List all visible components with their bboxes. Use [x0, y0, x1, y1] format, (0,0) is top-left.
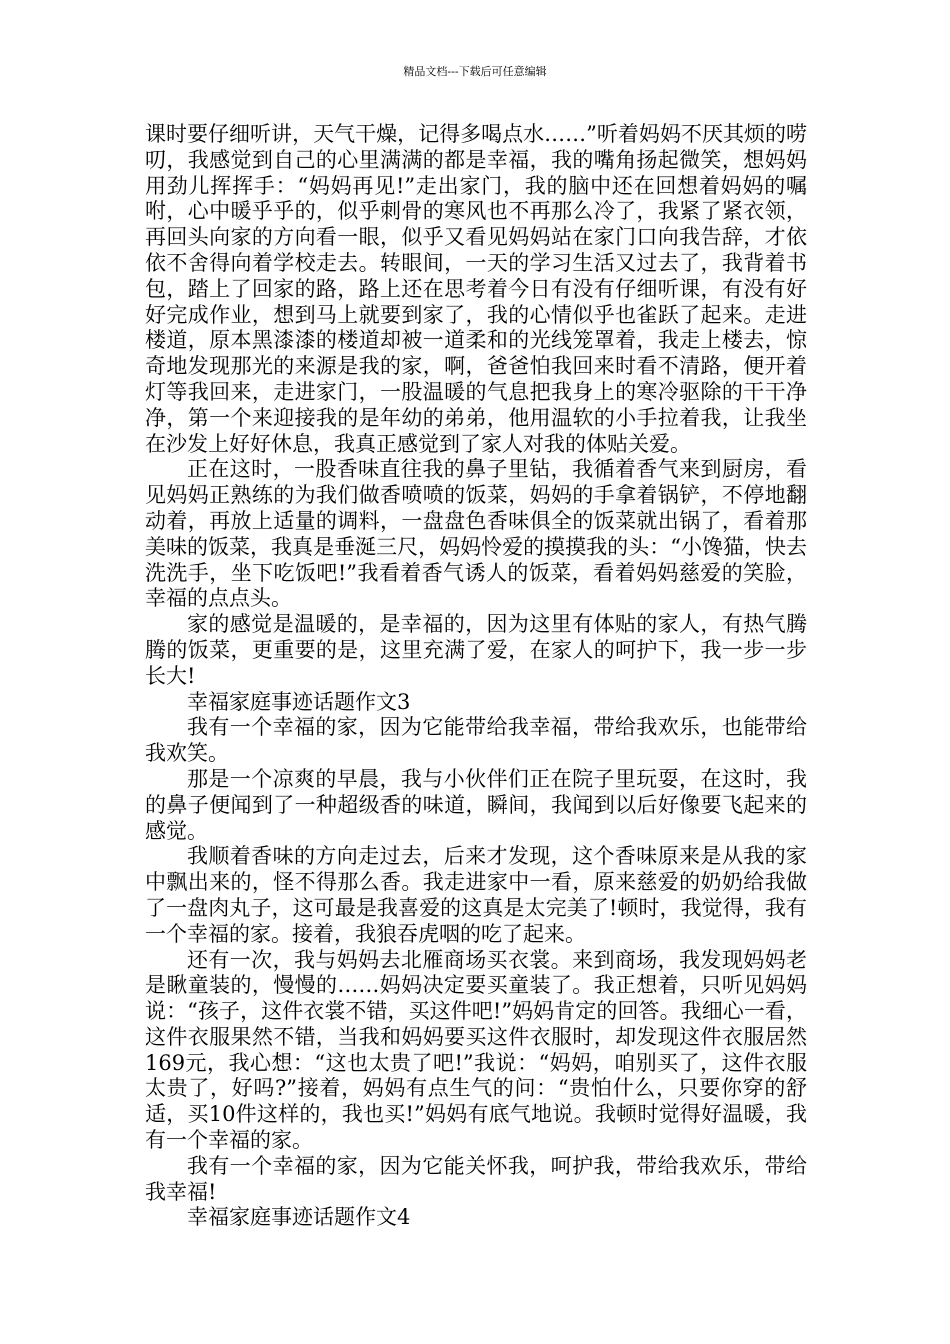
paragraph-1: 课时要仔细听讲，天气干燥，记得多喝点水……”听着妈妈不厌其烦的唠叨，我感觉到自己的心里满满的都是幸福，我的嘴角扬起微笑，想妈妈用劲儿挥挥手：“妈妈再见!”走出家门，我的脑中还在回想着妈妈的嘱咐，心中暖乎乎的，似乎刺骨的寒风也不再那么冷了，我紧了紧衣领，再回头向家的方向看一眼，似乎又看见妈妈站在家门口向我告辞，才依依不舍得向着学校走去。转眼间，一天的学习生活又过去了，我背着书包，踏上了回家的路，路上还在思考着今日有没有仔细听课，有没有好好完成作业，想到马上就要到家了，我的心情似乎也雀跃了起来。走进楼道，原本黑漆漆的楼道却被一道柔和的光线笼罩着，我走上楼去，惊奇地发现那光的来源是我的家，啊，爸爸怕我回来时看不清路，便开着灯等我回来，走进家门，一股温暖的气息把我身上的寒冷驱除的干干净净，第一个来迎接我的是年幼的弟弟，他用温软的小手拉着我，让我坐在沙发上好好休息，我真正感觉到了家人对我的体贴关爱。 [145, 122, 807, 456]
document-body [145, 122, 807, 1231]
section-title-3: 幸福家庭事迹话题作文3 [187, 689, 411, 714]
paragraph-3: 家的感觉是温暖的，是幸福的，因为这里有体贴的家人，有热气腾腾的饭菜，更重要的是，这里充满了爱，在家人的呵护下，我一步一步长大! [145, 612, 807, 688]
section-title-4: 幸福家庭事迹话题作文4 [187, 1205, 411, 1230]
paragraph-8: 我有一个幸福的家，因为它能关怀我，呵护我，带给我欢乐，带给我幸福! [145, 1153, 807, 1204]
paragraph-5: 那是一个凉爽的早晨，我与小伙伴们正在院子里玩耍，在这时，我的鼻子便闻到了一种超级香的味道，瞬间，我闻到以后好像要飞起来的感觉。 [145, 766, 807, 843]
paragraph-2: 正在这时，一股香味直往我的鼻子里钻，我循着香气来到厨房，看见妈妈正熟练的为我们做香喷喷的饭菜，妈妈的手拿着锅铲，不停地翻动着，再放上适量的调料，一盘盘色香味俱全的饭菜就出锅了，看着那美味的饭菜，我真是垂涎三尺，妈妈怜爱的摸摸我的头：“小馋猫，快去洗洗手，坐下吃饭吧!”我看着香气诱人的饭菜，看着妈妈慈爱的笑脸，幸福的点点头。 [145, 457, 807, 611]
page-header: 精品文档---下载后可任意编辑 [403, 65, 547, 78]
paragraph-7: 还有一次，我与妈妈去北雁商场买衣裳。来到商场，我发现妈妈老是瞅童装的，慢慢的……妈妈决定要买童装了。我正想着，只听见妈妈说：“孩子，这件衣裳不错，买这件吧!”妈妈肯定的回答。我细心一看，这件衣服果然不错，当我和妈妈要买这件衣服时，却发现这件衣服居然169元，我心想：“这也太贵了吧!”我说：“妈妈，咱别买了，这件衣服太贵了，好吗?”接着，妈妈有点生气的问：“贵怕什么，只要你穿的舒适，买10件这样的，我也买!”妈妈有底气地说。我顿时觉得好温暖，我有一个幸福的家。 [145, 947, 807, 1153]
paragraph-4: 我有一个幸福的家，因为它能带给我幸福，带给我欢乐，也能带给我欢笑。 [145, 715, 807, 766]
paragraph-6: 我顺着香味的方向走过去，后来才发现，这个香味原来是从我的家中飘出来的，怪不得那么香。我走进家中一看，原来慈爱的奶奶给我做了一盘肉丸子，这可最是我喜爱的这真是太完美了!顿时，我觉得，我有一个幸福的家。接着，我狼吞虎咽的吃了起来。 [145, 844, 807, 946]
